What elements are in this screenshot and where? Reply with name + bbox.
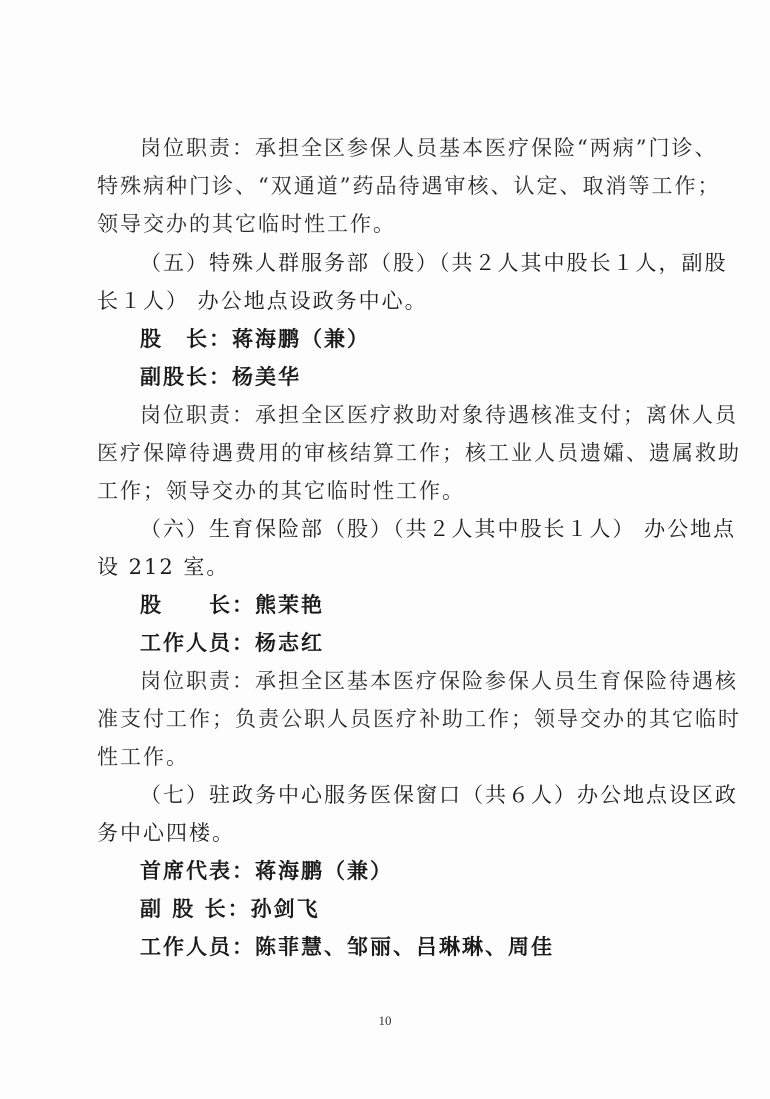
staff-line: 副股长：杨美华 — [140, 364, 301, 389]
duty-text-line: 工作；领导交办的其它临时性工作。 — [97, 479, 465, 503]
section-heading-6-cont: 设 212 室。 — [97, 555, 230, 579]
section-heading-5-cont: 长１人） 办公地点设政务中心。 — [97, 289, 428, 313]
duty-text-line: 岗位职责：承担全区基本医疗保险参保人员生育保险待遇核 — [140, 669, 738, 693]
section-heading-7-cont: 务中心四楼。 — [97, 821, 235, 845]
duty-text-line: 特殊病种门诊、“双通道”药品待遇审核、认定、取消等工作； — [97, 174, 721, 198]
staff-line: 首席代表：蒋海鹏（兼） — [140, 858, 393, 883]
staff-line: 工作人员：陈菲慧、邹丽、吕琳琳、周佳 — [140, 934, 554, 959]
duty-text-line: 性工作。 — [97, 745, 189, 769]
duty-text-line: 准支付工作；负责公职人员医疗补助工作；领导交办的其它临时 — [97, 707, 741, 731]
staff-line: 股 长：熊茉艳 — [140, 592, 324, 617]
duty-text-line: 领导交办的其它临时性工作。 — [97, 212, 396, 236]
duty-text-line: 医疗保障待遇费用的审核结算工作；核工业人员遗孀、遗属救助 — [97, 441, 741, 465]
section-heading-6: （六）生育保险部（股）（共２人其中股长１人） 办公地点 — [140, 517, 737, 541]
staff-line: 副 股 长：孙剑飞 — [140, 896, 320, 921]
section-heading-7: （七）驻政务中心服务医保窗口（共６人）办公地点设区政 — [140, 783, 738, 807]
staff-line: 工作人员：杨志红 — [140, 630, 324, 655]
page-number: 10 — [378, 1013, 392, 1028]
duty-text-line: 岗位职责：承担全区医疗救助对象待遇核准支付；离休人员 — [140, 403, 738, 427]
staff-line: 股 长：蒋海鹏（兼） — [140, 326, 370, 351]
duty-text-line: 岗位职责：承担全区参保人员基本医疗保险“两病”门诊、 — [140, 136, 718, 160]
section-heading-5: （五）特殊人群服务部（股）（共２人其中股长１人，副股 — [140, 251, 728, 275]
